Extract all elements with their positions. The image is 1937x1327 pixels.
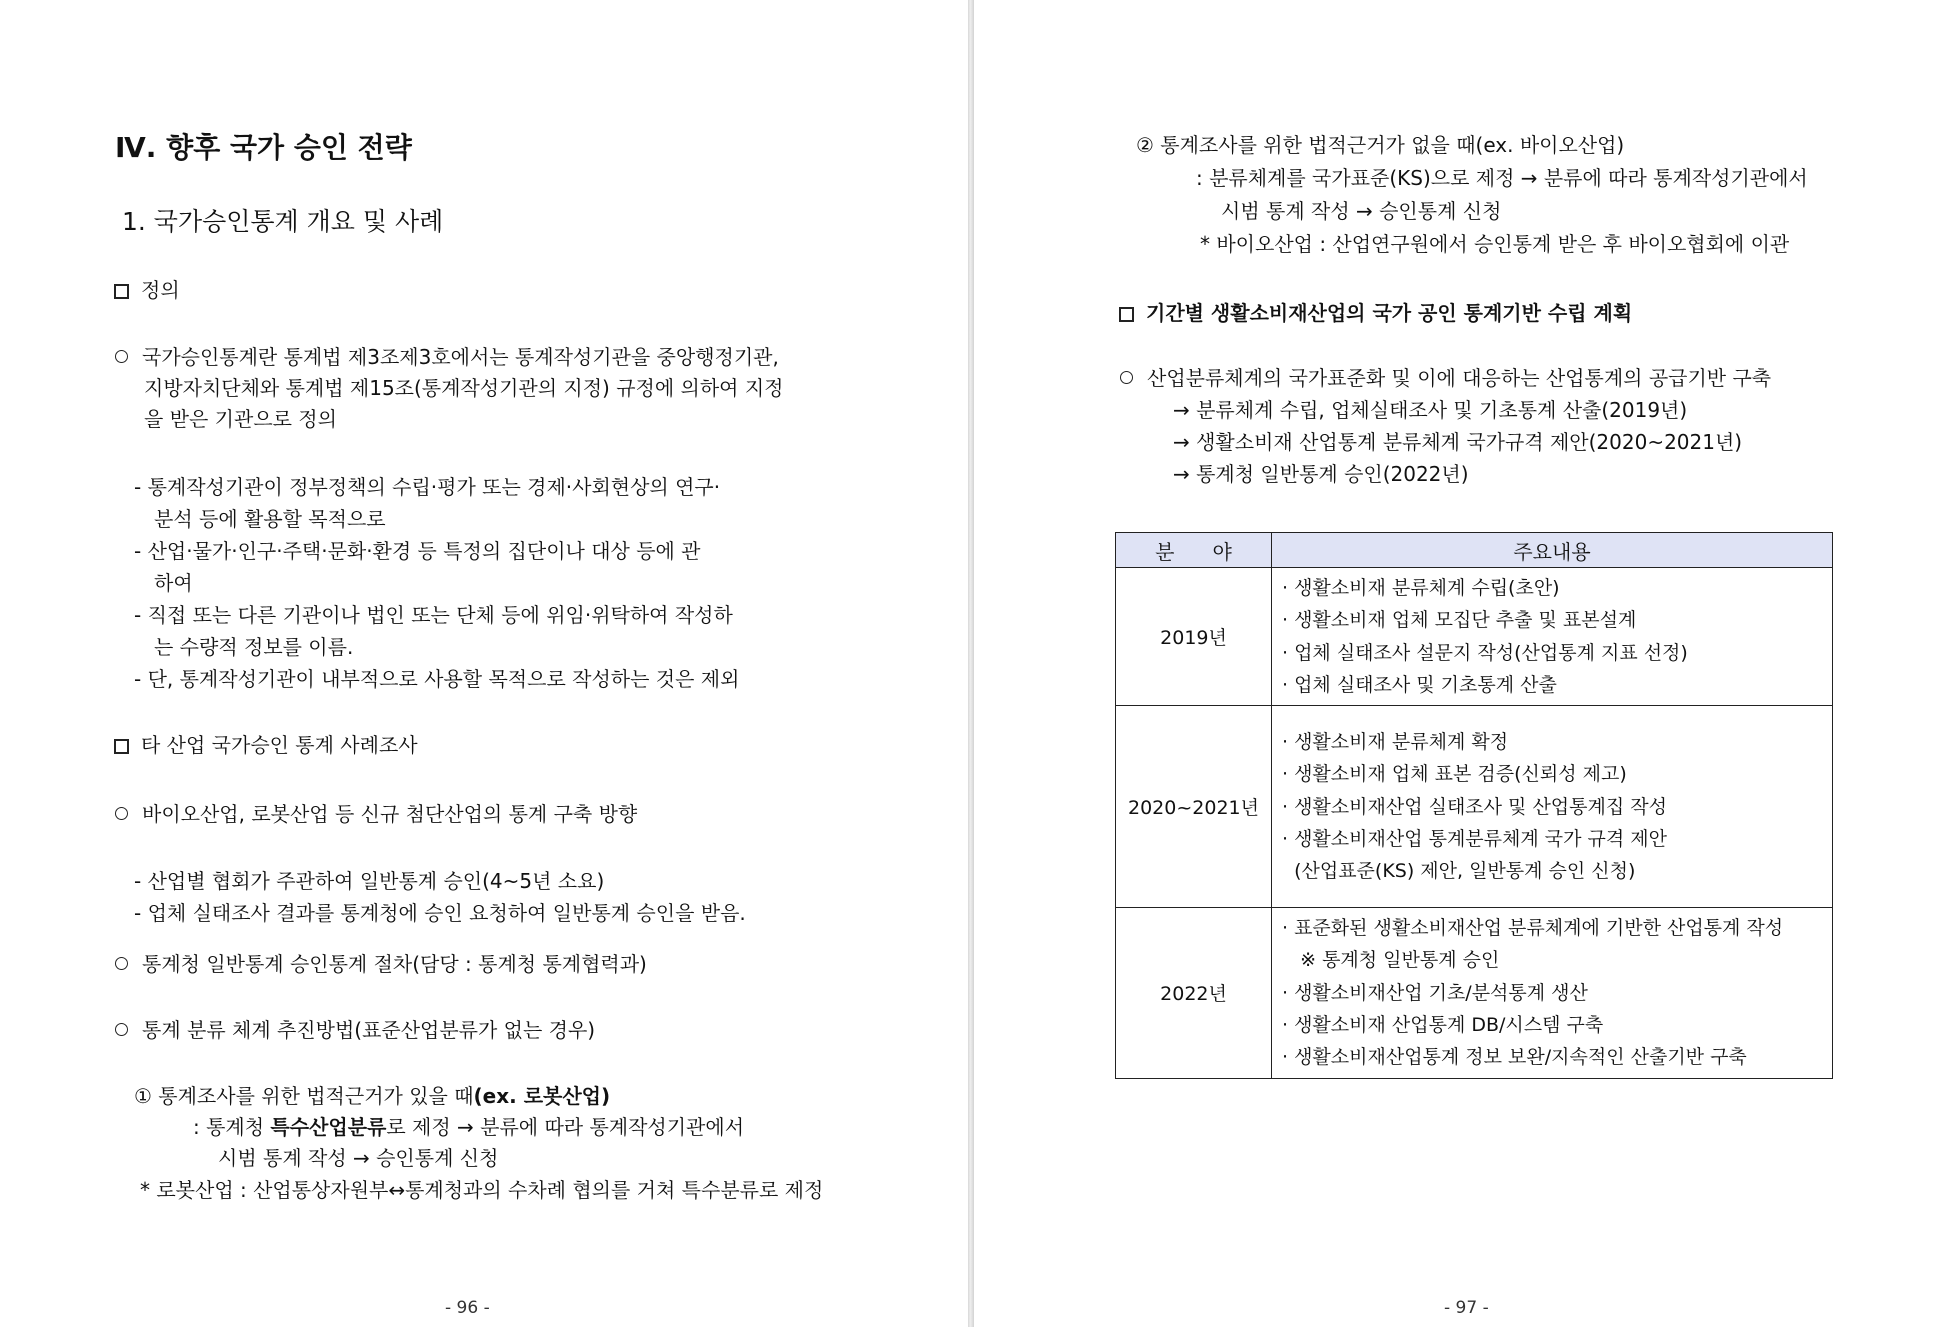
circle-bullet-icon bbox=[115, 807, 128, 820]
list-item: · 생활소비재 업체 모집단 추출 및 표본설계 bbox=[1282, 609, 1637, 632]
table-row bbox=[1116, 568, 1833, 706]
list-item: · 업체 실태조사 및 기초통계 산출 bbox=[1282, 673, 1557, 696]
circle-bullet-icon bbox=[115, 350, 128, 363]
list-item: · 생활소비재산업통계 정보 보완/지속적인 산출기반 구축 bbox=[1282, 1046, 1747, 1069]
plan-step-1: → 분류체계 수립, 업체실태조사 및 기초통계 산출(2019년) bbox=[1173, 398, 1688, 422]
case2-heading: ② 통계조사를 위한 법적근거가 없을 때(ex. 바이오산업) bbox=[1136, 133, 1625, 157]
list-item: · 생활소비재산업 기초/분석통계 생산 bbox=[1282, 981, 1588, 1004]
definition-dash-2b: 하여 bbox=[154, 571, 193, 595]
list-item: · 생활소비재 산업통계 DB/시스템 구축 bbox=[1282, 1014, 1604, 1037]
definition-dash-3b: 는 수량적 정보를 이름. bbox=[154, 635, 354, 659]
page-number: - 96 - bbox=[445, 1298, 490, 1318]
table-cell-period: 2022년 bbox=[1116, 908, 1272, 1078]
circle-bullet-icon bbox=[1120, 371, 1133, 384]
table-cell-content bbox=[1272, 568, 1833, 706]
page-97 bbox=[974, 0, 1937, 1327]
definition-heading: 정의 bbox=[114, 277, 180, 303]
table-cell-period: 2020~2021년 bbox=[1116, 706, 1272, 908]
definition-dash-1b: 분석 등에 활용할 목적으로 bbox=[154, 507, 386, 531]
definition-dash-2: - 산업·물가·인구·주택·문화·환경 등 특정의 집단이나 대상 등에 관 bbox=[134, 539, 701, 563]
definition-dash-4: - 단, 통계작성기관이 내부적으로 사용할 목적으로 작성하는 것은 제외 bbox=[134, 667, 740, 691]
plan-line: 산업분류체계의 국가표준화 및 이에 대응하는 산업통계의 공급기반 구축 bbox=[1120, 365, 1771, 391]
section-title: 1. 국가승인통계 개요 및 사례 bbox=[122, 207, 444, 236]
definition-dash-1: - 통계작성기관이 정부정책의 수립·평가 또는 경제·사회현상의 연구· bbox=[134, 475, 721, 499]
definition-line-1: 국가승인통계란 통계법 제3조제3호에서는 통계작성기관을 중앙행정기관, bbox=[115, 344, 779, 370]
page-number: - 97 - bbox=[1444, 1298, 1489, 1318]
table-cell-content bbox=[1272, 908, 1833, 1078]
bio-dash-1: - 산업별 협회가 주관하여 일반통계 승인(4~5년 소요) bbox=[134, 869, 605, 893]
circle-bullet-icon bbox=[115, 957, 128, 970]
table-header-content: 주요내용 bbox=[1272, 533, 1833, 568]
table-cell-period: 2019년 bbox=[1116, 568, 1272, 706]
list-item: · 생활소비재 업체 표본 검증(신뢰성 제고) bbox=[1282, 763, 1627, 786]
chapter-title: Ⅳ. 향후 국가 승인 전략 bbox=[115, 131, 412, 164]
table-row bbox=[1116, 706, 1833, 908]
list-item: · 생활소비재 분류체계 수립(초안) bbox=[1282, 577, 1560, 599]
list-item: · 생활소비재 분류체계 확정 bbox=[1282, 730, 1509, 753]
case2-note: * 바이오산업 : 산업연구원에서 승인통계 받은 후 바이오협회에 이관 bbox=[1200, 232, 1790, 256]
list-item: ※ 통계청 일반통계 승인 bbox=[1282, 949, 1500, 972]
table-header-row bbox=[1116, 533, 1833, 568]
definition-line-3: 을 받은 기관으로 정의 bbox=[144, 407, 337, 431]
definition-dash-3: - 직접 또는 다른 기관이나 법인 또는 단체 등에 위임·위탁하여 작성하 bbox=[134, 603, 733, 627]
table-row bbox=[1116, 908, 1833, 1078]
method-line: 통계 분류 체계 추진방법(표준산업분류가 없는 경우) bbox=[115, 1017, 595, 1043]
table-cell-content bbox=[1272, 706, 1833, 908]
plan-step-2: → 생활소비재 산업통계 분류체계 국가규격 제안(2020~2021년) bbox=[1173, 430, 1743, 454]
bio-dash-2: - 업체 실태조사 결과를 통계청에 승인 요청하여 일반통계 승인을 받음. bbox=[134, 901, 746, 925]
list-item: · 업체 실태조사 설문지 작성(산업통계 지표 선정) bbox=[1282, 641, 1688, 664]
list-item: · 표준화된 생활소비재산업 분류체계에 기반한 산업통계 작성 bbox=[1282, 917, 1784, 940]
circle-bullet-icon bbox=[115, 1023, 128, 1036]
list-item: · 생활소비재산업 실태조사 및 산업통계집 작성 bbox=[1282, 795, 1667, 818]
definition-line-2: 지방자치단체와 통계법 제15조(통계작성기관의 지정) 규정에 의하여 지정 bbox=[144, 376, 784, 400]
case2-line-3: 시범 통계 작성 → 승인통계 신청 bbox=[1221, 199, 1502, 223]
case1-line-2: : 통계청 특수산업분류로 제정 → 분류에 따라 통계작성기관에서 bbox=[193, 1115, 745, 1139]
checkbox-square-icon bbox=[114, 739, 129, 754]
case1-heading: ① 통계조사를 위한 법적근거가 있을 때(ex. 로봇산업) bbox=[134, 1084, 611, 1108]
procedure-line: 통계청 일반통계 승인통계 절차(담당 : 통계청 통계협력과) bbox=[115, 951, 647, 977]
bio-robot-line: 바이오산업, 로봇산업 등 신규 첨단산업의 통계 구축 방향 bbox=[115, 801, 637, 827]
checkbox-square-icon bbox=[114, 284, 129, 299]
list-item: · 생활소비재산업 통계분류체계 국가 규격 제안 bbox=[1282, 827, 1667, 850]
plan-heading: 기간별 생활소비재산업의 국가 공인 통계기반 수립 계획 bbox=[1119, 300, 1632, 326]
case1-line-3: 시범 통계 작성 → 승인통계 신청 bbox=[218, 1146, 499, 1170]
case-study-heading: 타 산업 국가승인 통계 사례조사 bbox=[114, 732, 418, 758]
case2-line-2: : 분류체계를 국가표준(KS)으로 제정 → 분류에 따라 통계작성기관에서 bbox=[1196, 166, 1808, 190]
plan-table bbox=[1115, 532, 1833, 1079]
page-96 bbox=[0, 0, 968, 1327]
case1-note: * 로봇산업 : 산업통상자원부↔통계청과의 수차례 협의를 거쳐 특수분류로 제정 bbox=[140, 1178, 824, 1202]
checkbox-square-icon bbox=[1119, 307, 1134, 322]
table-header-field: 분 야 bbox=[1116, 533, 1272, 568]
plan-step-3: → 통계청 일반통계 승인(2022년) bbox=[1173, 462, 1469, 486]
list-item: (산업표준(KS) 제안, 일반통계 승인 신청) bbox=[1282, 860, 1636, 883]
